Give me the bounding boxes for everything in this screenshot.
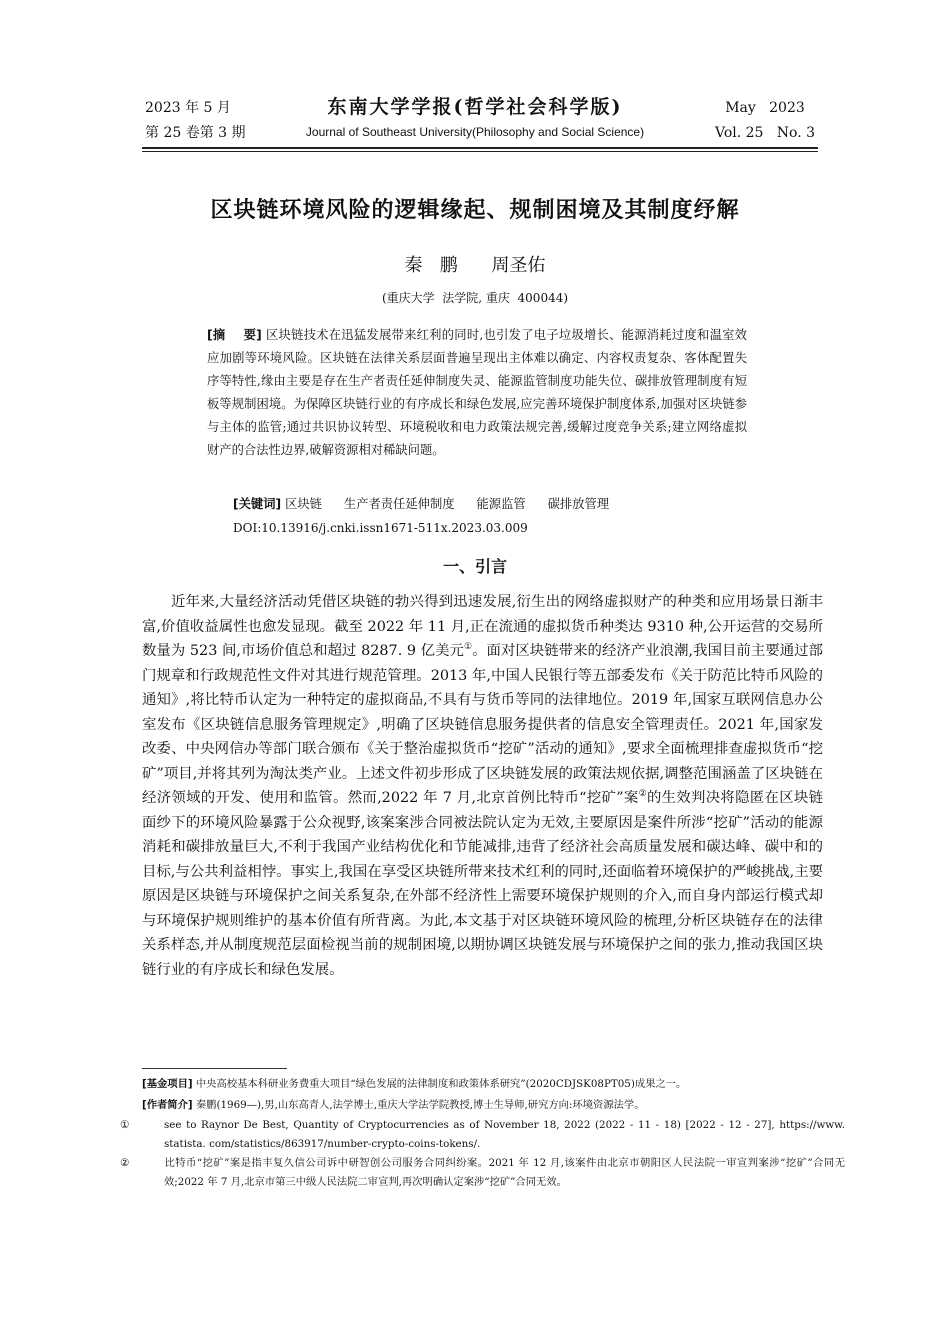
footnote-ref-2[interactable]: ② xyxy=(638,789,647,800)
doi: DOI:10.13916/j.cnki.issn1671-511x.2023.03.009 xyxy=(233,521,528,535)
header-rule xyxy=(142,147,818,149)
section-heading: 一、引言 xyxy=(442,557,507,576)
article-title: 区块链环境风险的逻辑缘起、规制困境及其制度纾解 xyxy=(210,198,740,223)
footnote-rule xyxy=(142,1068,287,1069)
journal-name-en: Journal of Southeast University(Philosophy and Social Science) xyxy=(305,125,645,139)
keyword: 能源监管 xyxy=(476,497,526,511)
journal-name-cn: 东南大学学报(哲学社会科学版) xyxy=(327,96,623,118)
issue-volume-en: Vol. 25 No. 3 xyxy=(715,125,816,141)
keyword: 碳排放管理 xyxy=(547,497,610,511)
keywords-label: [关键词] xyxy=(233,497,282,511)
keyword: 生产者责任延伸制度 xyxy=(343,497,455,511)
issue-date: 2023 年 5 月 xyxy=(145,100,231,116)
author-1: 秦 鹏 xyxy=(404,255,458,276)
body-text: 近年来,大量经济活动凭借区块链的勃兴得到迅速发展,衍生出的网络虚拟财产的种类和应用场景日渐丰富,价值收益属性也愈发显现。截至 2022 年 11 月,正在流通的虚拟货币种类达 9310 种,公开运营的交易所数量为 523 间,市场价值总和超过 8287. 9 亿美元 xyxy=(142,594,823,659)
affiliation: (重庆大学 法学院, 重庆 400044) xyxy=(381,291,569,305)
fund-text: 中央高校基本科研业务费重大项目“绿色发展的法律制度和政策体系研究”(2020CDJSK08PT05)成果之一。 xyxy=(195,1078,687,1090)
footnote-ref-1[interactable]: ① xyxy=(463,642,473,653)
fund-label: [基金项目] xyxy=(142,1078,193,1090)
body-text: 的生效判决将隐匿在区块链面纱下的环境风险暴露于公众视野,该案案涉合同被法院认定为无效,主要原因是案件所涉“挖矿”活动的能源消耗和碳排放量巨大,不利于我国产业结构优化和节能减排,违背了经济社会高质量发展和碳达峰、碳中和的目标,与公共利益相悖。事实上,我国在享受区块链所带来技术红利的同时,还面临着环境保护的严峻挑战,主要原因是区块链与环境保护之间关系复杂,在外部不经济性上需要环境保护规则的介入,而自身内部运行模式却与环境保护规则维护的基本价值有所背离。为此,本文基于对区块链环境风险的梳理,分析区块链存在的法律关系样态,并从制度规范层面检视当前的规制困境,以期协调区块链发展与环境保护之间的张力,推动我国区块链行业的有序成长和绿色发展。 xyxy=(142,790,823,978)
body-text: 。面对区块链带来的经济产业浪潮,我国目前主要通过部门规章和行政规范性文件对其进行规范管理。2013 年,中国人民银行等五部委发布《关于防范比特币风险的通知》,将比特币认定为一种特定的虚拟商品,不具有与货币等同的法律地位。2019 年,国家互联网信息办公室发布《区块链信息服务管理规定》,明确了区块链信息服务提供者的信息安全管理责任。2021 年,国家发改委、中央网信办等部门联合颁布《关于整治虚拟货币“挖矿”活动的通知》,要求全面梳理排查虚拟货币“挖矿”项目,并将其列为淘汰类产业。上述文件初步形成了区块链发展的政策法规依据,调整范围涵盖了区块链在经济领域的开发、使用和监管。然而,2022 年 7 月,北京首例比特币“挖矿”案 xyxy=(142,643,823,806)
author-info-text: 秦鹏(1969—),男,山东高青人,法学博士,重庆大学法学院教授,博士生导师,研究方向:环境资源法学。 xyxy=(195,1099,645,1111)
journal-name xyxy=(270,92,680,142)
authors xyxy=(100,251,850,277)
keyword: 区块链 xyxy=(285,497,322,511)
issue-date-en: May 2023 xyxy=(725,100,805,116)
body-paragraph xyxy=(142,590,823,982)
author-2: 周圣佑 xyxy=(491,255,546,276)
issue-volume: 第 25 卷第 3 期 xyxy=(145,125,246,141)
footnote-mark-1: ① xyxy=(120,1119,130,1131)
footnote-2 xyxy=(120,1154,845,1192)
header-right xyxy=(715,96,815,146)
abstract-text: 区块链技术在迅猛发展带来红利的同时,也引发了电子垃圾增长、能源消耗过度和温室效应加剧等环境风险。区块链在法律关系层面普遍呈现出主体难以确定、内容权责复杂、客体配置失序等特性,缘由主要是存在生产者责任延伸制度失灵、能源监管制度功能失位、碳排放管理制度有短板等规制困境。为保障区块链行业的有序成长和绿色发展,应完善环境保护制度体系,加强对区块链参与主体的监管;通过共识协议转型、环境税收和电力政策法规完善,缓解过度竞争关系;建立网络虚拟财产的合法性边界,破解资源相对稀缺问题。 xyxy=(207,328,747,457)
header-left xyxy=(145,96,246,146)
footnote-mark-2: ② xyxy=(120,1157,130,1169)
author-info-label: [作者简介] xyxy=(142,1099,193,1111)
abstract-label: [摘 要] xyxy=(207,328,262,342)
abstract xyxy=(207,324,747,462)
footnote-text-2: 比特币“挖矿”案是指丰复久信公司诉中研智创公司服务合同纠纷案。2021 年 12 月,该案件由北京市朝阳区人民法院一审宣判案涉“挖矿”合同无效;2022 年 7 月,北京市第三中级人民法院二审宣判,再次明确认定案涉“挖矿”合同无效。 xyxy=(164,1157,845,1188)
footnote-fund xyxy=(142,1075,823,1094)
footnote-author xyxy=(142,1096,823,1115)
footnote-1 xyxy=(120,1116,845,1154)
keywords xyxy=(233,494,753,512)
footnote-text-1: see to Raynor De Best, Quantity of Cryptocurrencies as of November 18, 2022 (2022 - 11 - 18) [2022 - 12 - 27], https://www. statista. com/statistics/863917/number-crypto-coins-tokens/. xyxy=(164,1119,845,1150)
header-rule-thin xyxy=(142,151,818,152)
